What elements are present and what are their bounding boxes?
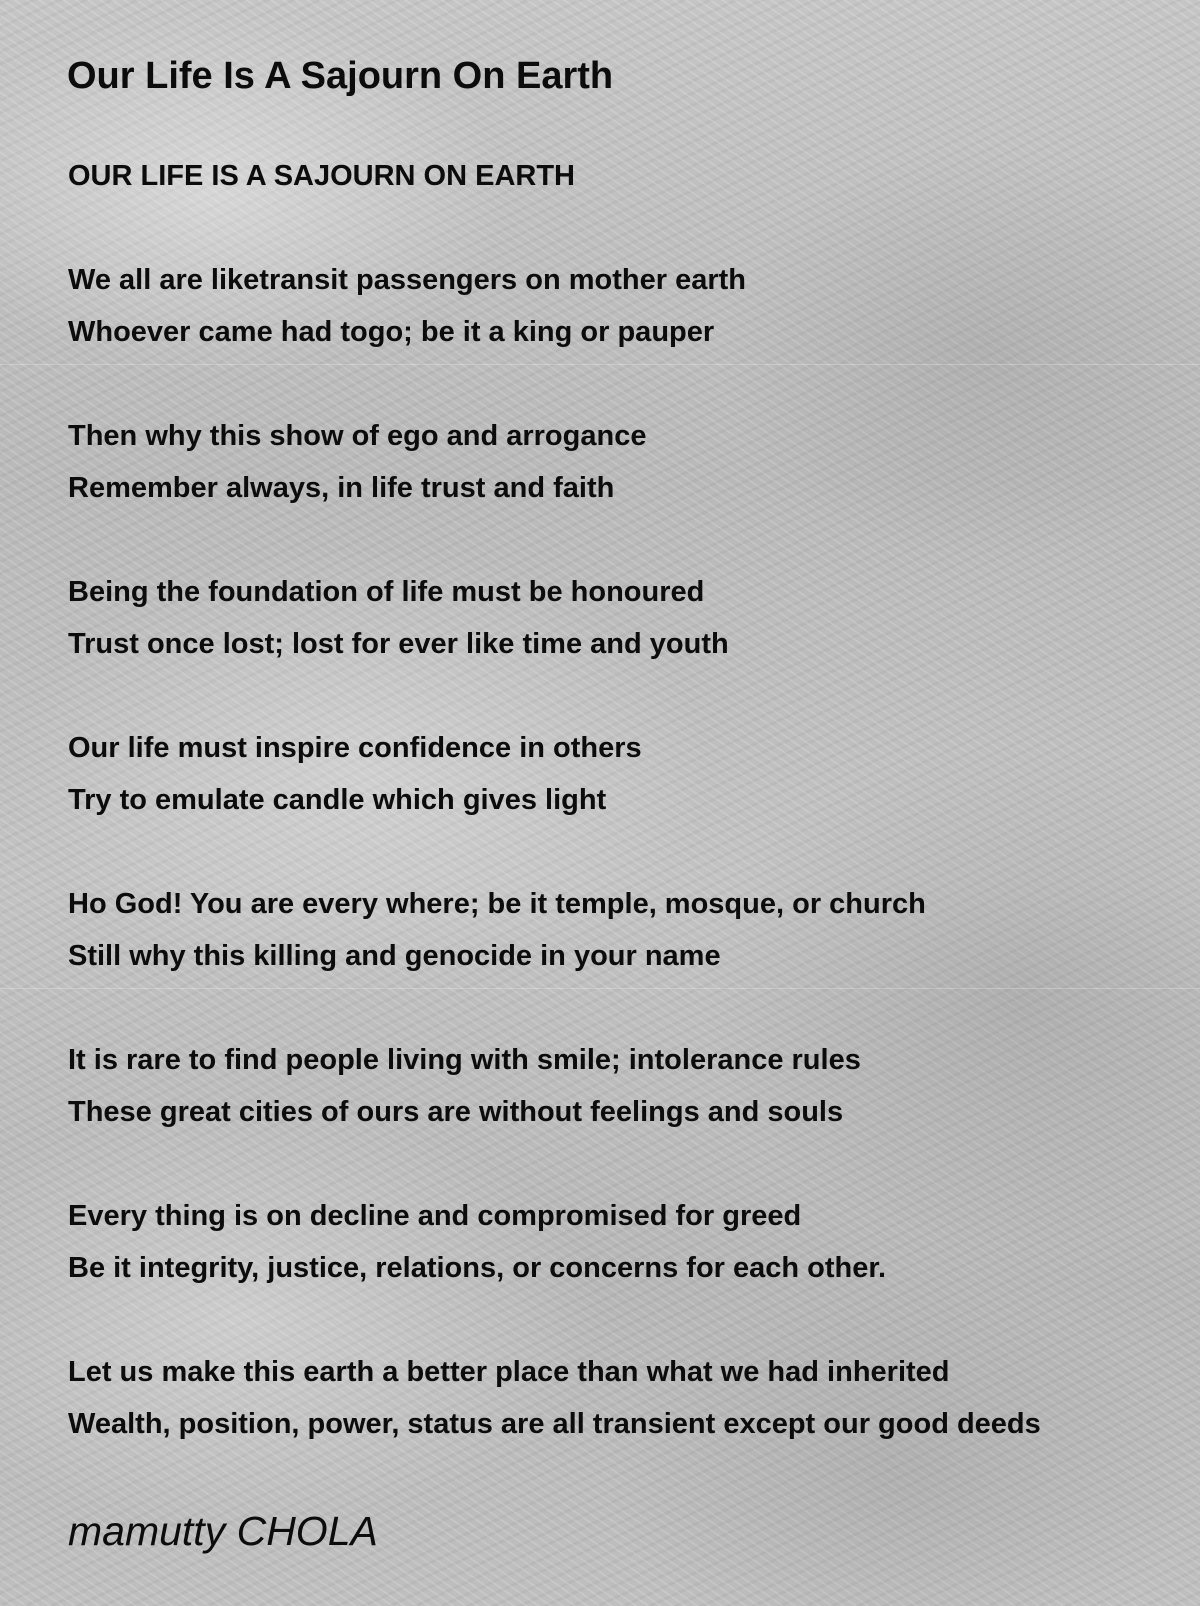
stanza [68, 1190, 1188, 1294]
poem-line: Whoever came had togo; be it a king or pauper [68, 316, 715, 348]
stanza [68, 1346, 1188, 1450]
stanza [68, 254, 1188, 358]
stanza [68, 410, 1188, 514]
poem-line: Try to emulate candle which gives light [68, 784, 607, 816]
poem-line: Remember always, in life trust and faith [68, 472, 615, 504]
stanza [68, 722, 1188, 826]
stanza [68, 566, 1188, 670]
author-name: mamutty CHOLA [68, 1508, 378, 1554]
poem-line: Trust once lost; lost for ever like time and youth [68, 628, 729, 660]
poem-line: We all are liketransit passengers on mother earth [68, 264, 746, 296]
poem-line: Ho God! You are every where; be it temple, mosque, or church [68, 888, 926, 920]
poem-line: It is rare to find people living with smile; intolerance rules [68, 1044, 861, 1076]
poem-line: Wealth, position, power, status are all transient except our good deeds [68, 1408, 1041, 1440]
stanza [68, 1034, 1188, 1138]
poem-line: Be it integrity, justice, relations, or concerns for each other. [68, 1252, 887, 1284]
stanza [68, 878, 1188, 982]
poem-line: Our life must inspire confidence in others [68, 732, 642, 764]
poem-line: Let us make this earth a better place than what we had inherited [68, 1356, 950, 1388]
poem-heading: OUR LIFE IS A SAJOURN ON EARTH [68, 160, 575, 192]
poem-line: Still why this killing and genocide in your name [68, 940, 721, 972]
poem-body [68, 150, 1188, 1450]
poem-line: Being the foundation of life must be honoured [68, 576, 705, 608]
poem-title: Our Life Is A Sajourn On Earth [67, 55, 614, 97]
poem-line: Then why this show of ego and arrogance [68, 420, 647, 452]
poem-line: Every thing is on decline and compromised for greed [68, 1200, 802, 1232]
poem-line: These great cities of ours are without feelings and souls [68, 1096, 844, 1128]
